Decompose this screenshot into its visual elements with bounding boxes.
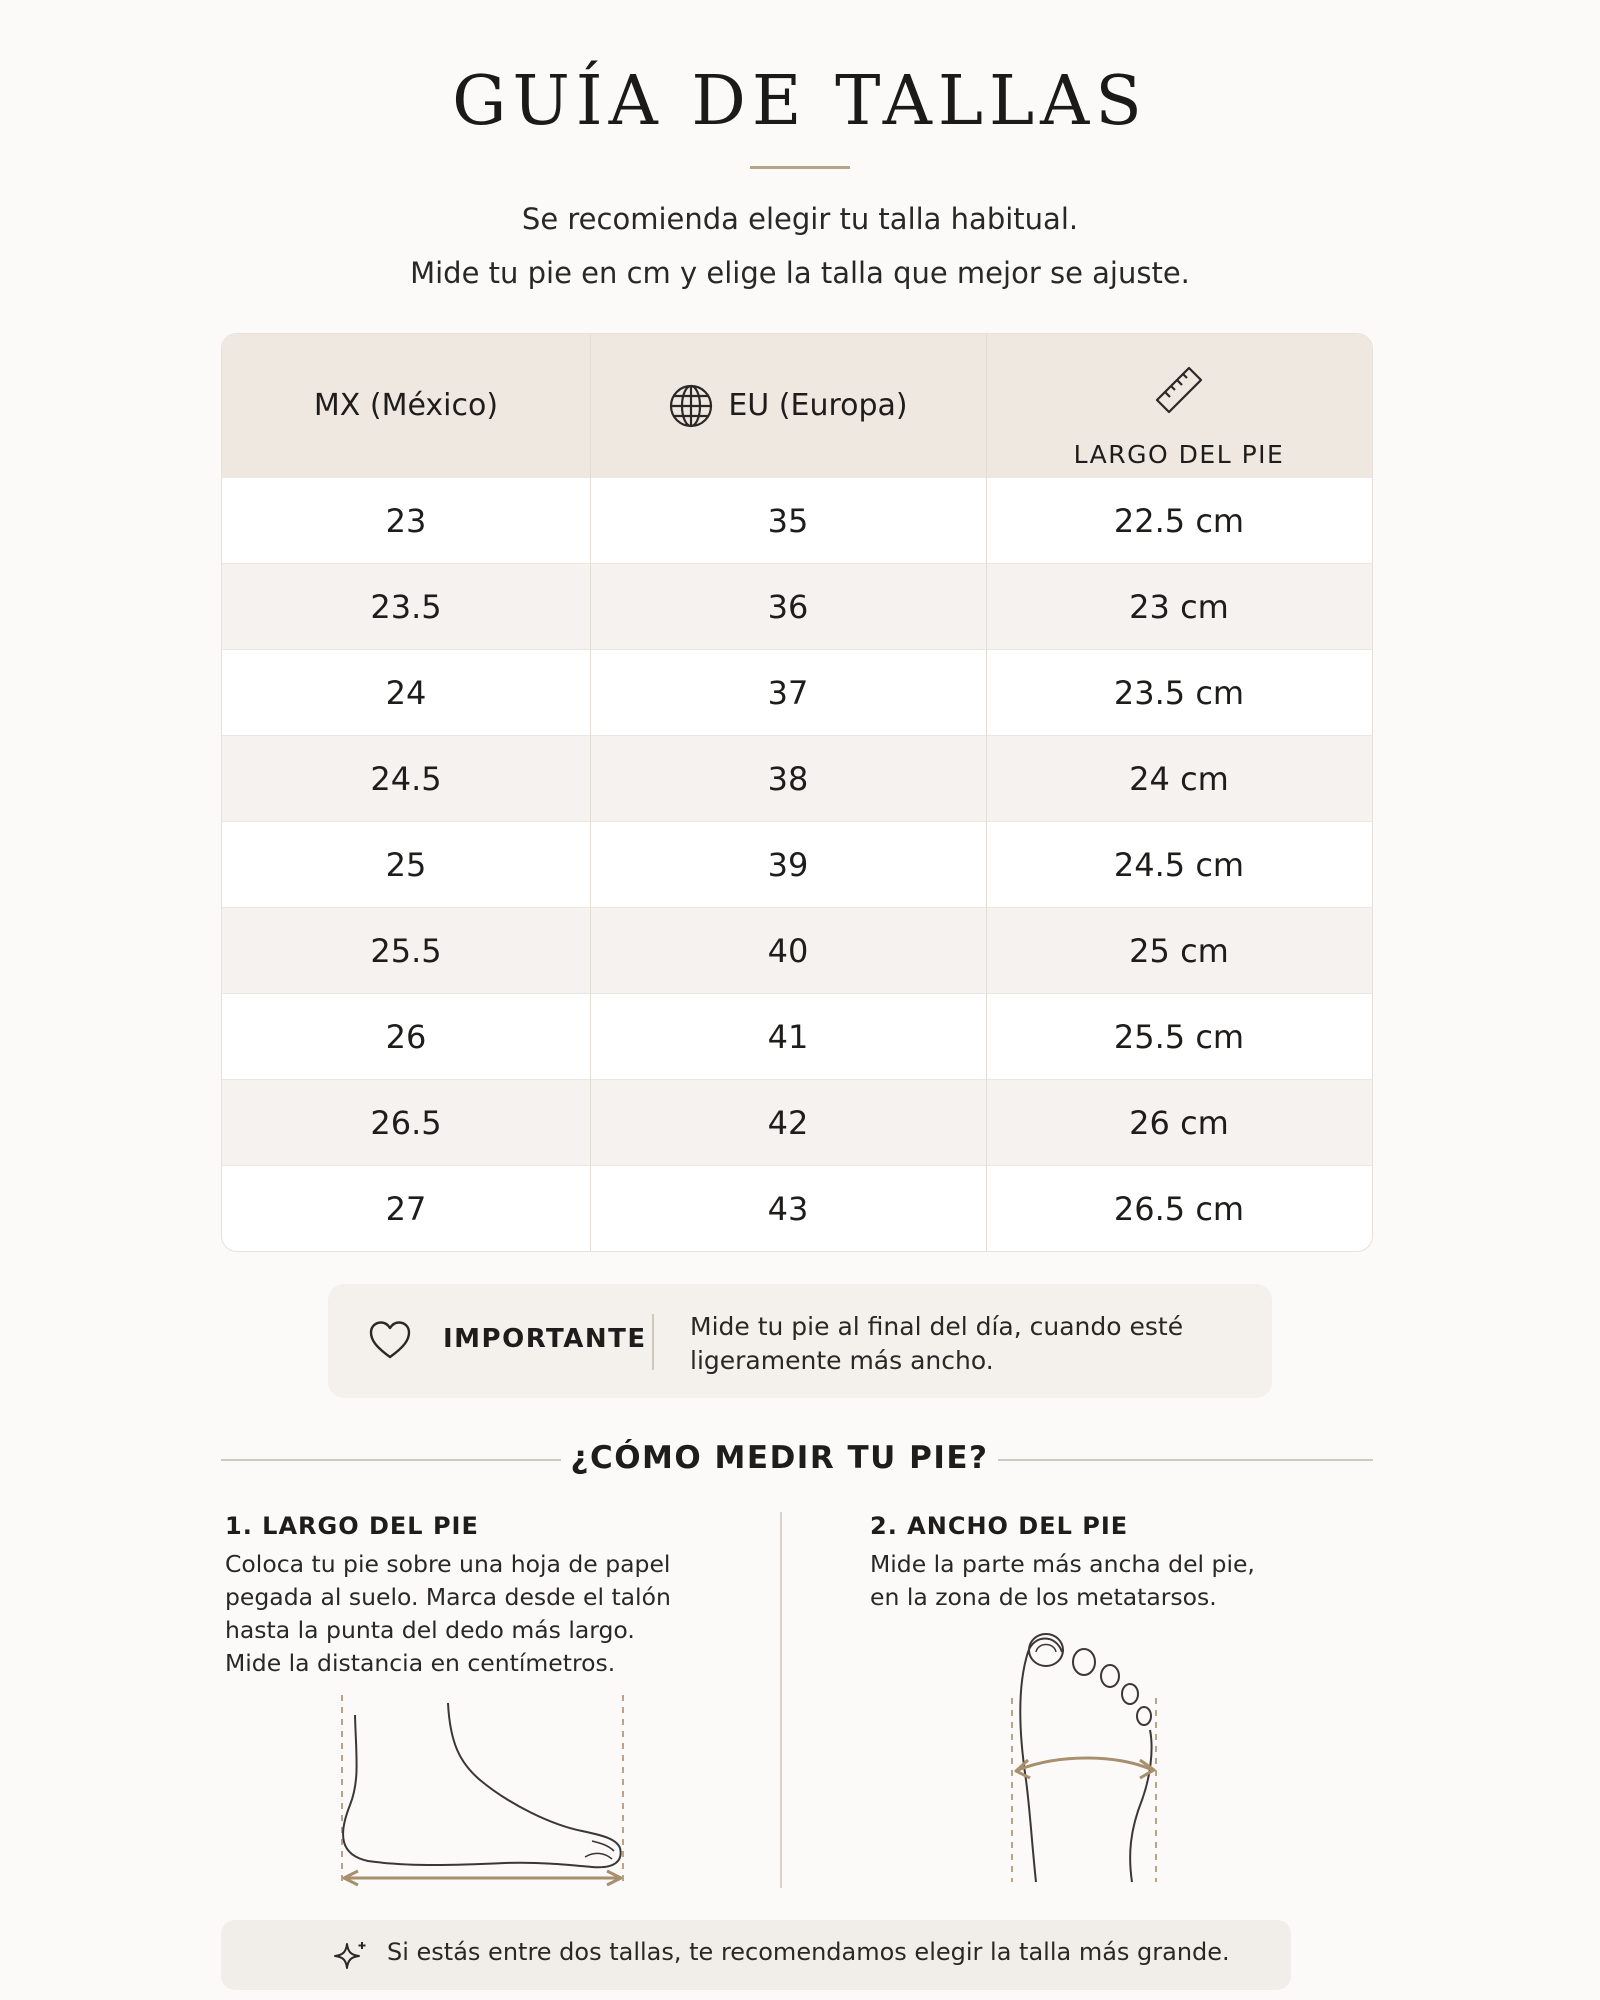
cell-foot-length: 24.5 cm [1113,846,1245,884]
cell-foot-length: 26.5 cm [1113,1190,1245,1228]
table-row [222,563,1372,650]
title-divider [750,166,850,169]
cell-mx-size: 25.5 [370,932,442,970]
cell-eu-size: 43 [767,1190,809,1228]
important-label: IMPORTANTE [443,1324,647,1354]
cell-mx-size: 23.5 [370,588,442,626]
steps-divider [780,1512,782,1888]
globe-icon [668,383,714,429]
cell-mx-size: 24 [385,674,427,712]
table-row [222,1079,1372,1166]
cell-mx-size: 26 [385,1018,427,1056]
cell-foot-length: 24 cm [1129,760,1229,798]
table-row [222,649,1372,736]
table-row [222,821,1372,908]
column-header-eu-label: EU (Europa) [728,388,908,423]
important-text-line-1: Mide tu pie al final del día, cuando esté [690,1312,1184,1341]
step-1-line: Coloca tu pie sobre una hoja de papel [225,1550,671,1578]
step-2-line: Mide la parte más ancha del pie, [870,1550,1255,1578]
step-1-line: hasta la punta del dedo más largo. [225,1616,635,1644]
page-title: GUÍA DE TALLAS [452,62,1148,141]
foot-length-illustration [330,1695,630,1895]
column-header-foot-length-label: LARGO DEL PIE [1073,440,1285,469]
heart-icon [368,1320,412,1364]
table-row [222,477,1372,564]
cell-foot-length: 23.5 cm [1113,674,1245,712]
cell-eu-size: 41 [767,1018,809,1056]
important-text [690,1310,1230,1378]
table-row [222,1165,1372,1252]
section-rule-left [221,1459,561,1461]
cell-mx-size: 25 [385,846,427,884]
tip-text: Si estás entre dos tallas, te recomendamos elegir la talla más grande. [387,1938,1230,1966]
cell-eu-size: 36 [767,588,809,626]
tip-box [221,1920,1291,1990]
step-2-heading: 2. ANCHO DEL PIE [870,1512,1129,1540]
cell-eu-size: 42 [767,1104,809,1142]
table-row [222,907,1372,994]
section-rule-right [998,1459,1373,1461]
step-1-heading: 1. LARGO DEL PIE [225,1512,479,1540]
step-2-text [870,1548,1310,1614]
size-table [221,333,1373,1252]
cell-eu-size: 40 [767,932,809,970]
column-header-mx [222,334,590,477]
table-row [222,735,1372,822]
important-divider [652,1314,654,1370]
column-header-eu [590,334,986,477]
important-note [328,1284,1272,1398]
column-divider [590,334,591,1251]
step-1-line: Mide la distancia en centímetros. [225,1649,616,1677]
ruler-icon [1151,362,1207,426]
cell-eu-size: 39 [767,846,809,884]
table-row [222,993,1372,1080]
cell-foot-length: 23 cm [1129,588,1229,626]
important-text-line-2: ligeramente más ancho. [690,1346,994,1375]
cell-foot-length: 22.5 cm [1113,502,1245,540]
cell-mx-size: 27 [385,1190,427,1228]
how-to-title: ¿CÓMO MEDIR TU PIE? [570,1440,989,1476]
cell-eu-size: 38 [767,760,809,798]
cell-eu-size: 37 [767,674,809,712]
foot-width-illustration [1008,1630,1178,1890]
cell-foot-length: 26 cm [1129,1104,1229,1142]
subtitle-line-2: Mide tu pie en cm y elige la talla que mejor se ajuste. [410,256,1190,290]
step-1-line: pegada al suelo. Marca desde el talón [225,1583,671,1611]
cell-eu-size: 35 [767,502,809,540]
column-header-mx-label: MX (México) [313,388,499,423]
cell-mx-size: 23 [385,502,427,540]
step-2-line: en la zona de los metatarsos. [870,1583,1217,1611]
step-1-text [225,1548,705,1680]
cell-foot-length: 25 cm [1129,932,1229,970]
cell-foot-length: 25.5 cm [1113,1018,1245,1056]
cell-mx-size: 24.5 [370,760,442,798]
subtitle-line-1: Se recomienda elegir tu talla habitual. [521,202,1079,236]
cell-mx-size: 26.5 [370,1104,442,1142]
column-divider [986,334,987,1251]
column-header-foot-length [986,334,1372,477]
sparkle-icon [333,1940,369,1976]
